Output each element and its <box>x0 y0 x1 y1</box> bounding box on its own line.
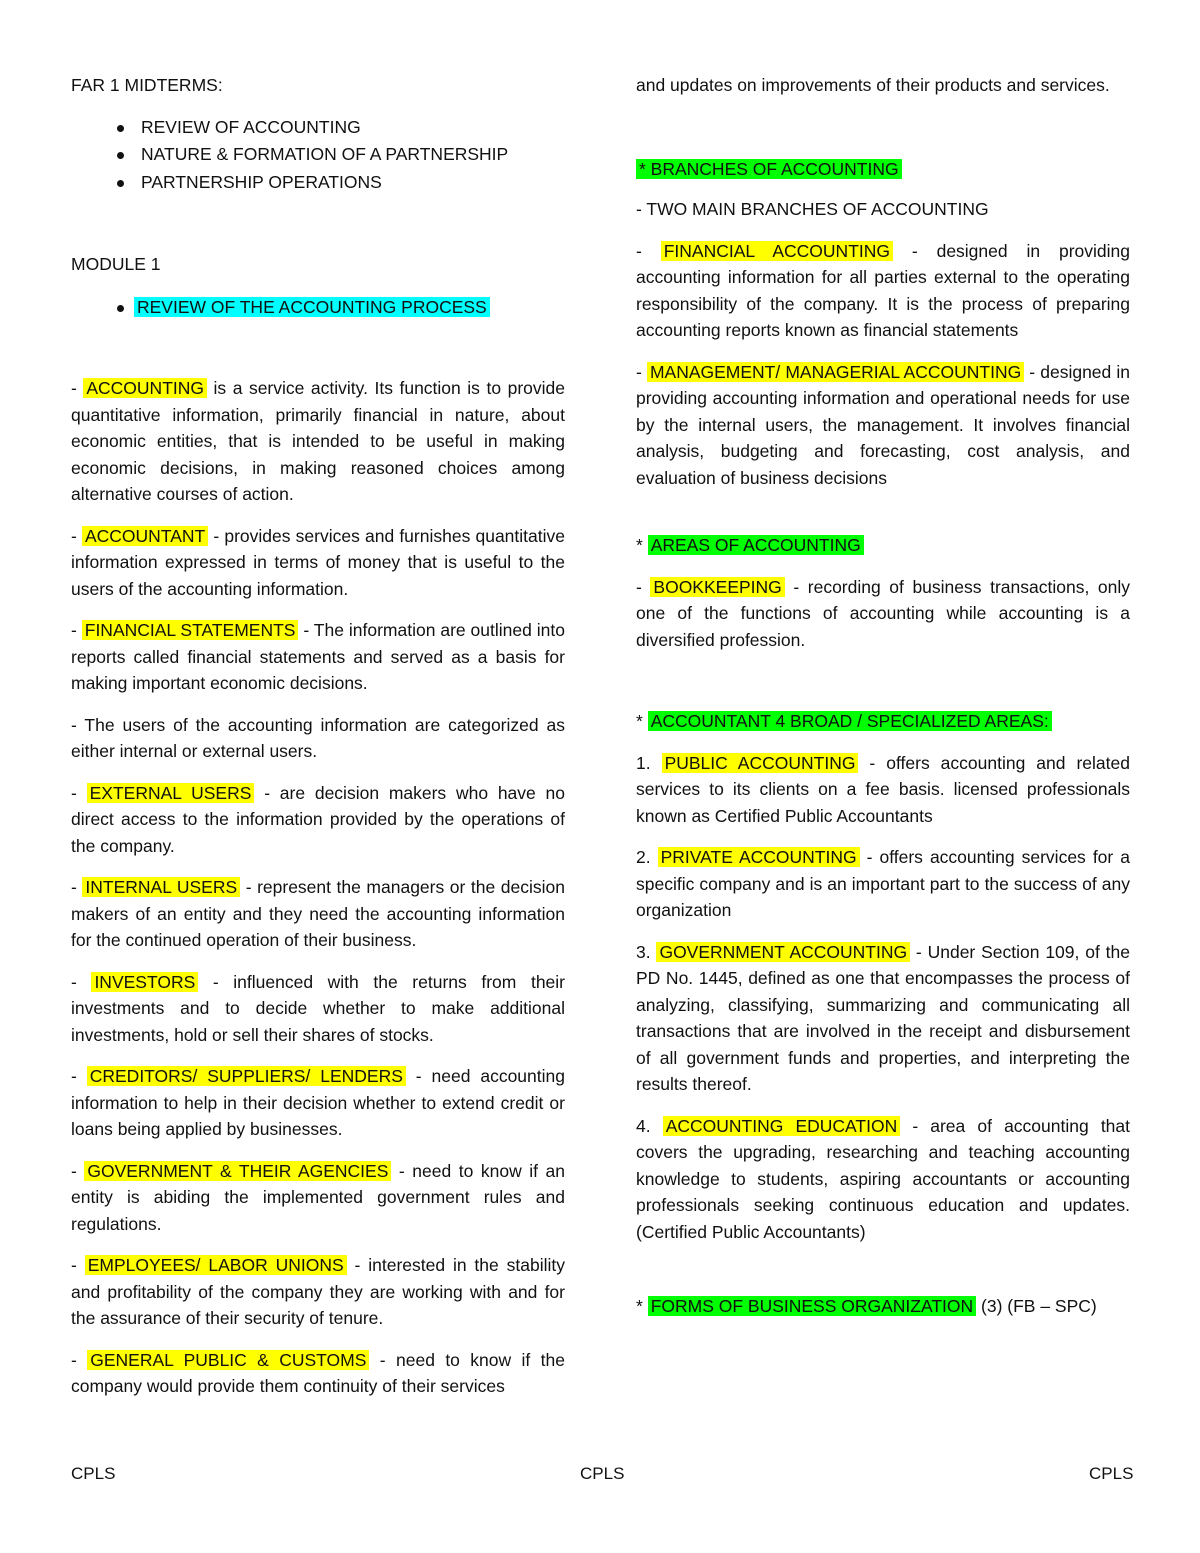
bullet-icon <box>117 305 124 312</box>
definition-list <box>71 375 565 1400</box>
entry-text: - designed in providing accounting information for all parties external to the operating responsibility of the company. It is the process of preparing accounting reports known as financial statements <box>636 240 1130 340</box>
definition-entry <box>71 969 565 1049</box>
entry-prefix: - <box>636 240 661 261</box>
areas-list <box>636 574 1130 654</box>
entry-prefix: - <box>71 1066 87 1086</box>
definition-entry <box>636 844 1130 924</box>
entry-text: - The users of the accounting information are categorized as either internal or external users. <box>71 714 565 761</box>
definition-entry <box>71 712 565 765</box>
bullet-icon <box>117 125 124 132</box>
definition-entry <box>636 939 1130 1098</box>
entry-prefix: - <box>71 782 87 803</box>
definition-entry <box>71 617 565 697</box>
entry-text: - need accounting information to help in their decision whether to extend credit or loans being applied by businesses. <box>71 1066 565 1139</box>
highlighted-term: GOVERNMENT ACCOUNTING <box>656 942 910 962</box>
entry-prefix: 1. <box>636 752 662 773</box>
entry-prefix: - <box>71 1255 85 1275</box>
definition-entry <box>71 523 565 603</box>
left-column <box>71 72 565 1415</box>
branches-subheading: - TWO MAIN BRANCHES OF ACCOUNTING <box>636 199 989 219</box>
footer-center: CPLS <box>580 1464 625 1483</box>
highlighted-term: INVESTORS <box>91 972 198 992</box>
entry-prefix: - <box>71 1349 88 1370</box>
definition-entry <box>636 359 1130 492</box>
definition-entry <box>71 375 565 508</box>
entry-text: - are decision makers who have no direct access to the information provided by the operations of the company. <box>71 782 566 856</box>
definition-entry <box>71 1158 565 1238</box>
entry-prefix: - <box>71 378 84 398</box>
entry-prefix: - <box>636 361 647 382</box>
entry-prefix: - <box>71 877 83 897</box>
module-list <box>71 294 565 322</box>
entry-text: - influenced with the returns from their investments and to decide whether to make additional investments, hold or sell their shares of stocks. <box>71 971 565 1045</box>
entry-prefix: - <box>71 971 92 992</box>
areas-heading: * AREAS OF ACCOUNTING <box>636 532 1130 559</box>
list-item: REVIEW OF ACCOUNTING <box>71 114 565 142</box>
entry-text: - interested in the stability and profitability of the company they are working with and for the assurance of their security of tenure. <box>71 1255 565 1328</box>
highlighted-term: CREDITORS/ SUPPLIERS/ LENDERS <box>87 1066 406 1086</box>
entry-text: - The information are outlined into reports called financial statements and served as a basis for making important economic decisions. <box>71 620 565 693</box>
entry-prefix: - <box>71 525 82 546</box>
highlighted-term: GOVERNMENT & THEIR AGENCIES <box>84 1161 391 1181</box>
definition-entry <box>636 750 1130 830</box>
definition-entry <box>71 874 565 954</box>
highlighted-term: ACCOUNTING EDUCATION <box>663 1116 901 1136</box>
definition-entry <box>636 1113 1130 1246</box>
entry-text: - need to know if an entity is abiding the implemented government rules and regulations. <box>71 1160 565 1234</box>
highlighted-term: FINANCIAL ACCOUNTING <box>661 241 893 261</box>
right-column <box>636 72 1130 1320</box>
footer-right: CPLS <box>1089 1464 1134 1483</box>
entry-prefix: - <box>71 620 82 640</box>
entry-text: is a service activity. Its function is to provide quantitative information, primarily financial in nature, about economic entities, that is intended to be useful in making economic decisions, in making reasoned choices among alternative courses of action. <box>71 378 565 504</box>
highlighted-term: INTERNAL USERS <box>82 877 240 897</box>
entry-text: - Under Section 109, of the PD No. 1445, defined as one that encompasses the process of analyzing, classifying, summarizing and communicating all transactions that are involved in the receipt and disbursement of all government funds and properties, and interpreting the results thereof. <box>636 941 1130 1094</box>
highlighted-term: EXTERNAL USERS <box>87 783 255 803</box>
page-title: FAR 1 MIDTERMS: <box>71 75 223 95</box>
entry-prefix: 4. <box>636 1115 663 1136</box>
definition-entry <box>71 1063 565 1143</box>
section-heading: REVIEW OF THE ACCOUNTING PROCESS <box>134 297 490 317</box>
module-heading: MODULE 1 <box>71 254 161 274</box>
highlighted-term: ACCOUNTANT <box>82 526 208 546</box>
topic-list <box>71 114 565 197</box>
entry-text: - need to know if the company would provide them continuity of their services <box>71 1349 565 1396</box>
continued-text: and updates on improvements of their products and services. <box>636 75 1110 95</box>
highlighted-term: FINANCIAL STATEMENTS <box>82 620 299 640</box>
bullet-icon <box>117 180 124 187</box>
highlighted-term: ACCOUNTING <box>83 378 207 398</box>
highlighted-term: BOOKKEEPING <box>650 577 784 597</box>
highlighted-term: PUBLIC ACCOUNTING <box>662 753 859 773</box>
specialized-heading: * ACCOUNTANT 4 BROAD / SPECIALIZED AREAS: <box>636 708 1130 735</box>
forms-heading: * FORMS OF BUSINESS ORGANIZATION (3) (FB – SPC) <box>636 1296 1097 1316</box>
entry-prefix: 3. <box>636 941 657 962</box>
highlighted-term: PRIVATE ACCOUNTING <box>658 847 860 867</box>
specialized-list <box>636 750 1130 1246</box>
bullet-icon <box>117 152 124 159</box>
entry-prefix: 2. <box>636 847 658 867</box>
entry-text: - provides services and furnishes quantitative information expressed in terms of money that is useful to the users of the accounting information. <box>71 525 565 599</box>
entry-text: - area of accounting that covers the upgrading, researching and teaching accounting knowledge to students, aspiring accountants or accounting professionals seeking continuous education and updates. (Certified Public Accountants) <box>636 1115 1131 1242</box>
entry-text: - represent the managers or the decision makers of an entity and they need the accounting information for the continued operation of their business. <box>71 877 565 950</box>
highlighted-term: GENERAL PUBLIC & CUSTOMS <box>87 1350 369 1370</box>
list-item: NATURE & FORMATION OF A PARTNERSHIP <box>71 141 565 169</box>
entry-text: - recording of business transactions, only one of the functions of accounting while accounting is a diversified profession. <box>636 576 1130 650</box>
footer-left: CPLS <box>71 1464 116 1483</box>
definition-entry <box>71 1347 565 1400</box>
branches-heading: * BRANCHES OF ACCOUNTING <box>636 156 1130 183</box>
definition-entry <box>71 780 565 860</box>
highlighted-term: MANAGEMENT/ MANAGERIAL ACCOUNTING <box>647 362 1024 382</box>
definition-entry <box>636 238 1130 344</box>
entry-text: - offers accounting and related services to its clients on a fee basis. licensed professionals known as Certified Public Accountants <box>636 752 1130 826</box>
entry-prefix: - <box>636 576 651 597</box>
branches-list <box>636 238 1130 492</box>
list-item: PARTNERSHIP OPERATIONS <box>71 169 565 197</box>
list-item <box>71 294 565 322</box>
definition-entry <box>71 1252 565 1332</box>
entry-prefix: - <box>71 1160 85 1181</box>
entry-text: - offers accounting services for a specific company and is an important part to the success of any organization <box>636 847 1130 920</box>
definition-entry <box>636 574 1130 654</box>
entry-text: - designed in providing accounting information and operational needs for use by the internal users, the management. It involves financial analysis, budgeting and forecasting, cost analysis, and evaluation of business decisions <box>636 361 1130 488</box>
highlighted-term: EMPLOYEES/ LABOR UNIONS <box>85 1255 347 1275</box>
